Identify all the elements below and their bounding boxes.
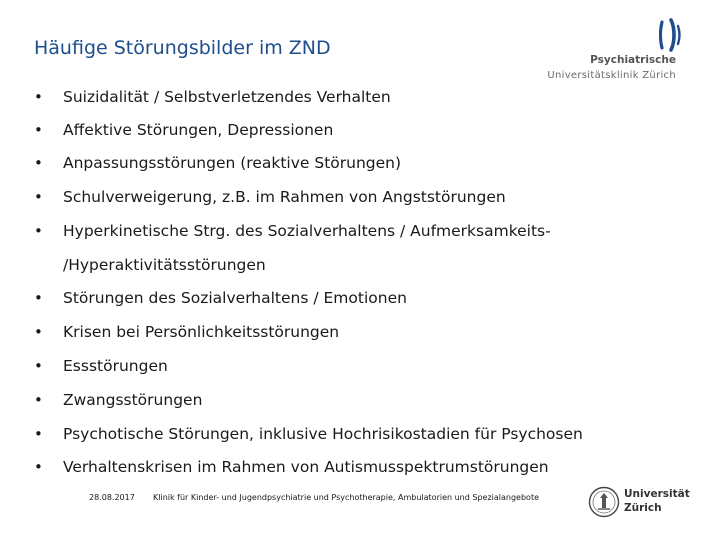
list-item-text: Essstörungen — [63, 357, 168, 375]
university-seal-icon — [588, 486, 620, 518]
bullet-icon: • — [34, 154, 43, 172]
footer-date: 28.08.2017 — [89, 493, 135, 502]
list-item-text: Psychotische Störungen, inklusive Hochrisikostadien für Psychosen — [63, 425, 583, 443]
bullet-icon: • — [34, 222, 43, 240]
bullet-icon: • — [34, 188, 43, 206]
university-name-line1: Universität — [624, 488, 690, 500]
bullet-icon: • — [34, 88, 43, 106]
bullet-icon: • — [34, 121, 43, 139]
university-logo — [588, 484, 698, 524]
clinic-logo-mark-icon — [659, 18, 683, 52]
footer-clinic-name: Klinik für Kinder- und Jugendpsychiatrie und Psychotherapie, Ambulatorien und Spezialangebote — [153, 493, 539, 502]
slide-title: Häufige Störungsbilder im ZND — [34, 37, 331, 59]
list-item-text: Hyperkinetische Strg. des Sozialverhaltens / Aufmerksamkeits- — [63, 222, 551, 240]
list-item-text: Affektive Störungen, Depressionen — [63, 121, 334, 139]
footer — [0, 484, 720, 524]
bullet-icon: • — [34, 425, 43, 443]
university-name-line2: Zürich — [624, 502, 662, 514]
list-item-text: Schulverweigerung, z.B. im Rahmen von Angststörungen — [63, 188, 506, 206]
bullet-icon: • — [34, 323, 43, 341]
clinic-logo-line1: Psychiatrische — [590, 54, 676, 66]
list-item-text: Suizidalität / Selbstverletzendes Verhalten — [63, 88, 391, 106]
list-item-text: Anpassungsstörungen (reaktive Störungen) — [63, 154, 402, 172]
bullet-icon: • — [34, 391, 43, 409]
list-item-text: Zwangsstörungen — [63, 391, 203, 409]
list-item-text: Störungen des Sozialverhaltens / Emotionen — [63, 289, 407, 307]
clinic-logo-line2: Universitätsklinik Zürich — [547, 70, 676, 81]
clinic-logo — [548, 16, 682, 88]
list-item-text: /Hyperaktivitätsstörungen — [63, 256, 266, 274]
bullet-icon: • — [34, 289, 43, 307]
list-item-text: Krisen bei Persönlichkeitsstörungen — [63, 323, 340, 341]
bullet-icon: • — [34, 357, 43, 375]
bullet-icon: • — [34, 458, 43, 476]
list-item-text: Verhaltenskrisen im Rahmen von Autismusspektrumstörungen — [63, 458, 549, 476]
